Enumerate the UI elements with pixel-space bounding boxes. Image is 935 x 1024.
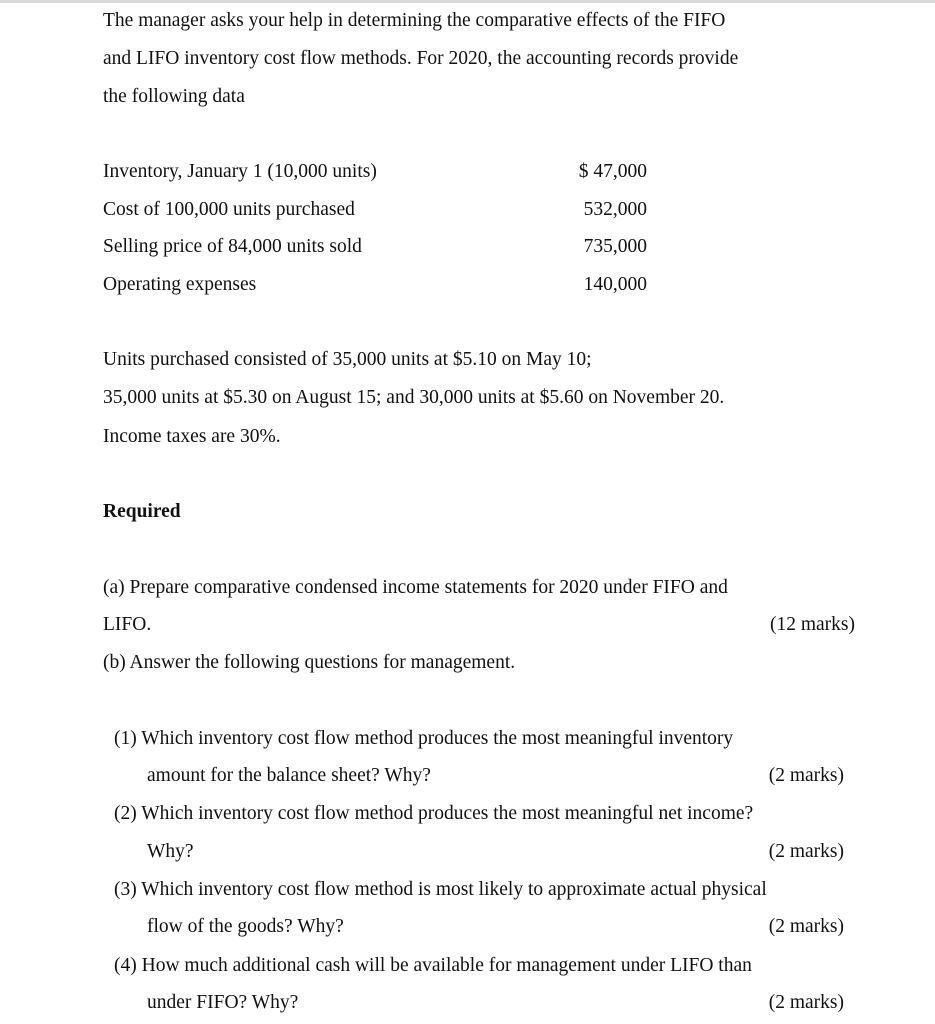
row-value-sales: 735,000 bbox=[583, 236, 647, 257]
row-label-inventory: Inventory, January 1 (10,000 units) bbox=[103, 161, 377, 182]
question-3-line-1: (3) Which inventory cost flow method is most likely to approximate actual physical bbox=[114, 879, 767, 900]
row-value-purchases: 532,000 bbox=[583, 199, 647, 220]
part-a-line-2: LIFO. bbox=[103, 614, 152, 635]
question-4-line-2: under FIFO? Why? bbox=[147, 992, 299, 1013]
row-value-opex: 140,000 bbox=[583, 274, 647, 295]
question-4-marks: (2 marks) bbox=[768, 992, 844, 1013]
question-3-line-2: flow of the goods? Why? bbox=[147, 916, 344, 937]
row-label-opex: Operating expenses bbox=[103, 274, 257, 295]
question-3-marks: (2 marks) bbox=[768, 916, 844, 937]
question-2-marks: (2 marks) bbox=[768, 841, 844, 862]
purchases-line-1: Units purchased consisted of 35,000 units at $5.10 on May 10; bbox=[103, 349, 592, 370]
intro-line-2: and LIFO inventory cost flow methods. For 2020, the accounting records provide bbox=[103, 48, 739, 69]
question-4-line-1: (4) How much additional cash will be available for management under LIFO than bbox=[114, 955, 752, 976]
part-a-marks: (12 marks) bbox=[769, 614, 855, 635]
question-1-line-2: amount for the balance sheet? Why? bbox=[147, 765, 431, 786]
question-2-line-2: Why? bbox=[147, 841, 194, 862]
part-b: (b) Answer the following questions for management. bbox=[103, 652, 516, 673]
required-heading: Required bbox=[103, 501, 181, 522]
row-value-inventory: $ 47,000 bbox=[578, 161, 647, 182]
top-divider bbox=[0, 0, 935, 3]
question-1-marks: (2 marks) bbox=[768, 765, 844, 786]
part-a-line-1: (a) Prepare comparative condensed income statements for 2020 under FIFO and bbox=[103, 577, 728, 598]
purchases-line-3: Income taxes are 30%. bbox=[103, 426, 281, 447]
question-1-line-1: (1) Which inventory cost flow method produces the most meaningful inventory bbox=[114, 728, 734, 749]
purchases-line-2: 35,000 units at $5.30 on August 15; and 30,000 units at $5.60 on November 20. bbox=[103, 387, 725, 408]
row-label-purchases: Cost of 100,000 units purchased bbox=[103, 199, 355, 220]
row-label-sales: Selling price of 84,000 units sold bbox=[103, 236, 362, 257]
intro-line-3: the following data bbox=[103, 86, 245, 107]
intro-line-1: The manager asks your help in determining the comparative effects of the FIFO bbox=[103, 10, 726, 31]
question-2-line-1: (2) Which inventory cost flow method produces the most meaningful net income? bbox=[114, 803, 754, 824]
